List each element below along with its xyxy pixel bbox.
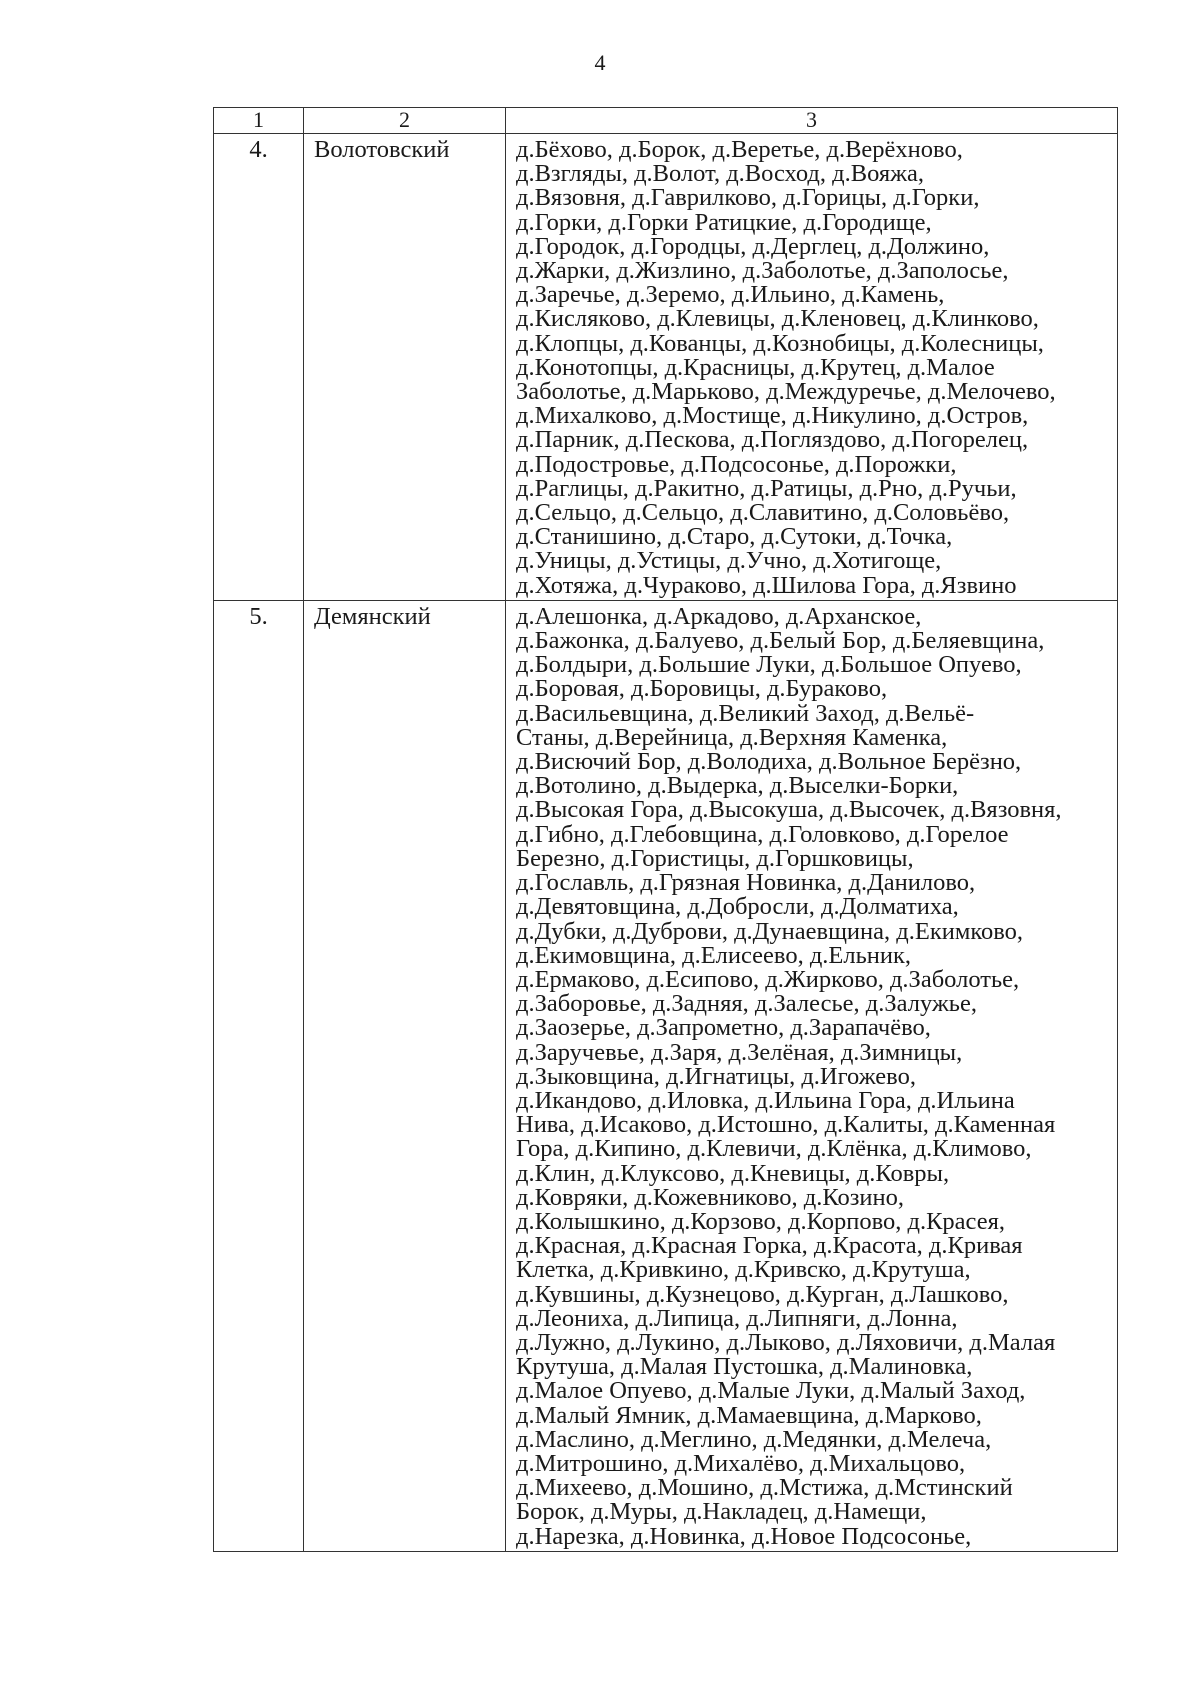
- village-line: д.Клин, д.Клуксово, д.Кневицы, д.Ковры,: [516, 1159, 950, 1187]
- village-line: д.Колышкино, д.Корзово, д.Корпово, д.Красея,: [516, 1207, 1005, 1235]
- village-line: д.Парник, д.Пескова, д.Погляздово, д.Погорелец,: [516, 426, 1029, 454]
- page-number: 4: [594, 50, 606, 75]
- village-line: д.Боровая, д.Боровицы, д.Бураково,: [516, 675, 888, 703]
- table-row: [214, 134, 1118, 601]
- village-line: д.Вязовня, д.Гаврилково, д.Горицы, д.Горки,: [516, 184, 980, 212]
- village-line: д.Митрошино, д.Михалёво, д.Михальцово,: [516, 1449, 966, 1477]
- village-line: д.Дубки, д.Дуброви, д.Дунаевщина, д.Екимково,: [516, 917, 1024, 945]
- village-line: Крутуша, д.Малая Пустошка, д.Малиновка,: [516, 1353, 973, 1381]
- village-line: д.Кисляково, д.Клевицы, д.Кленовец, д.Клинково,: [516, 305, 1039, 333]
- village-line: Гора, д.Кипино, д.Клевичи, д.Клёнка, д.Климово,: [516, 1135, 1032, 1163]
- header-col-2: 2: [304, 108, 506, 134]
- settlements-table: [213, 107, 1118, 1552]
- village-line: Нива, д.Исаково, д.Истошно, д.Калиты, д.Каменная: [516, 1111, 1056, 1139]
- village-list: [506, 600, 1118, 1551]
- village-line: д.Станишино, д.Старо, д.Сутоки, д.Точка,: [516, 523, 953, 551]
- table-row: [214, 600, 1118, 1551]
- row-number: 4.: [214, 134, 304, 601]
- village-line: д.Висючий Бор, д.Володиха, д.Вольное Берёзно,: [516, 748, 1022, 776]
- village-line: д.Маслино, д.Меглино, д.Медянки, д.Мелеча,: [516, 1425, 992, 1453]
- village-line: д.Малый Ямник, д.Мамаевщина, д.Марково,: [516, 1401, 982, 1429]
- village-line: Клетка, д.Кривкино, д.Кривско, д.Крутуша,: [516, 1256, 971, 1284]
- village-line: д.Конотопцы, д.Красницы, д.Крутец, д.Малое: [516, 353, 995, 381]
- village-line: д.Взгляды, д.Волот, д.Восход, д.Вояжа,: [516, 160, 925, 188]
- village-line: д.Сельцо, д.Сельцо, д.Славитино, д.Соловьёво,: [516, 499, 1010, 527]
- village-line: д.Михеево, д.Мошино, д.Мстижа, д.Мстинский: [516, 1474, 1013, 1502]
- village-line: д.Зыковщина, д.Игнатицы, д.Игожево,: [516, 1062, 916, 1090]
- village-line: д.Бажонка, д.Балуево, д.Белый Бор, д.Беляевщина,: [516, 627, 1045, 655]
- header-col-1: 1: [214, 108, 304, 134]
- village-line: Борок, д.Муры, д.Накладец, д.Намещи,: [516, 1498, 927, 1526]
- row-number: 5.: [214, 600, 304, 1551]
- district-name: Волотовский: [304, 134, 506, 601]
- village-list: [506, 134, 1118, 601]
- village-line: д.Городок, д.Городцы, д.Дерглец, д.Должино,: [516, 232, 990, 260]
- village-line: д.Жарки, д.Жизлино, д.Заболотье, д.Заполосье,: [516, 257, 1009, 285]
- district-name: Демянский: [304, 600, 506, 1551]
- village-line: д.Екимовщина, д.Елисеево, д.Ельник,: [516, 941, 912, 969]
- village-line: д.Красная, д.Красная Горка, д.Красота, д.Кривая: [516, 1232, 1023, 1260]
- village-line: д.Леониха, д.Липица, д.Липняги, д.Лонна,: [516, 1304, 958, 1332]
- village-line: Станы, д.Верейница, д.Верхняя Каменка,: [516, 723, 948, 751]
- village-line: д.Алешонка, д.Аркадово, д.Арханское,: [516, 602, 922, 630]
- village-line: д.Раглицы, д.Ракитно, д.Ратицы, д.Рно, д.Ручьи,: [516, 474, 1017, 502]
- village-line: д.Кувшины, д.Кузнецово, д.Курган, д.Лашково,: [516, 1280, 1009, 1308]
- village-line: д.Вотолино, д.Выдерка, д.Выселки-Борки,: [516, 772, 959, 800]
- village-line: д.Ковряки, д.Кожевниково, д.Козино,: [516, 1183, 904, 1211]
- village-line: д.Подостровье, д.Подсосонье, д.Порожки,: [516, 450, 957, 478]
- village-line: д.Малое Опуево, д.Малые Луки, д.Малый Заход,: [516, 1377, 1026, 1405]
- village-line: д.Высокая Гора, д.Высокуша, д.Высочек, д.Вязовня,: [516, 796, 1062, 824]
- village-line: д.Лужно, д.Лукино, д.Лыково, д.Ляховичи, д.Малая: [516, 1328, 1056, 1356]
- village-line: д.Клопцы, д.Кованцы, д.Кознобицы, д.Колесницы,: [516, 329, 1044, 357]
- village-line: д.Горки, д.Горки Ратицкие, д.Городище,: [516, 208, 932, 236]
- village-line: д.Заозерье, д.Запрометно, д.Зарапачёво,: [516, 1014, 931, 1042]
- header-col-3: 3: [506, 108, 1118, 134]
- village-line: Заболотье, д.Марьково, д.Междуречье, д.Мелочево,: [516, 378, 1056, 406]
- village-line: д.Девятовщина, д.Добросли, д.Долматиха,: [516, 893, 959, 921]
- village-line: д.Ермаково, д.Есипово, д.Жирково, д.Заболотье,: [516, 965, 1020, 993]
- village-line: д.Заречье, д.Зеремо, д.Ильино, д.Камень,: [516, 281, 945, 309]
- village-line: д.Бёхово, д.Борок, д.Веретье, д.Верёхново,: [516, 136, 963, 163]
- village-line: Березно, д.Гористицы, д.Горшковицы,: [516, 844, 914, 872]
- village-line: д.Заручевье, д.Заря, д.Зелёная, д.Зимницы,: [516, 1038, 963, 1066]
- village-line: д.Заборовье, д.Задняя, д.Залесье, д.Залужье,: [516, 990, 977, 1018]
- table-header-row: [214, 108, 1118, 134]
- village-line: д.Хотяжа, д.Чураково, д.Шилова Гора, д.Язвино: [516, 571, 1017, 599]
- village-line: д.Васильевщина, д.Великий Заход, д.Вельё-: [516, 699, 975, 727]
- village-line: д.Гибно, д.Глебовщина, д.Головково, д.Горелое: [516, 820, 1009, 848]
- village-line: д.Болдыри, д.Большие Луки, д.Большое Опуево,: [516, 651, 1022, 679]
- village-line: д.Нарезка, д.Новинка, д.Новое Подсосонье,: [516, 1522, 972, 1550]
- village-line: д.Икандово, д.Иловка, д.Ильина Гора, д.Ильина: [516, 1086, 1015, 1114]
- village-line: д.Михалково, д.Мостище, д.Никулино, д.Остров,: [516, 402, 1029, 430]
- village-line: д.Уницы, д.Устицы, д.Учно, д.Хотигоще,: [516, 547, 942, 575]
- village-line: д.Гославль, д.Грязная Новинка, д.Данилово,: [516, 869, 976, 897]
